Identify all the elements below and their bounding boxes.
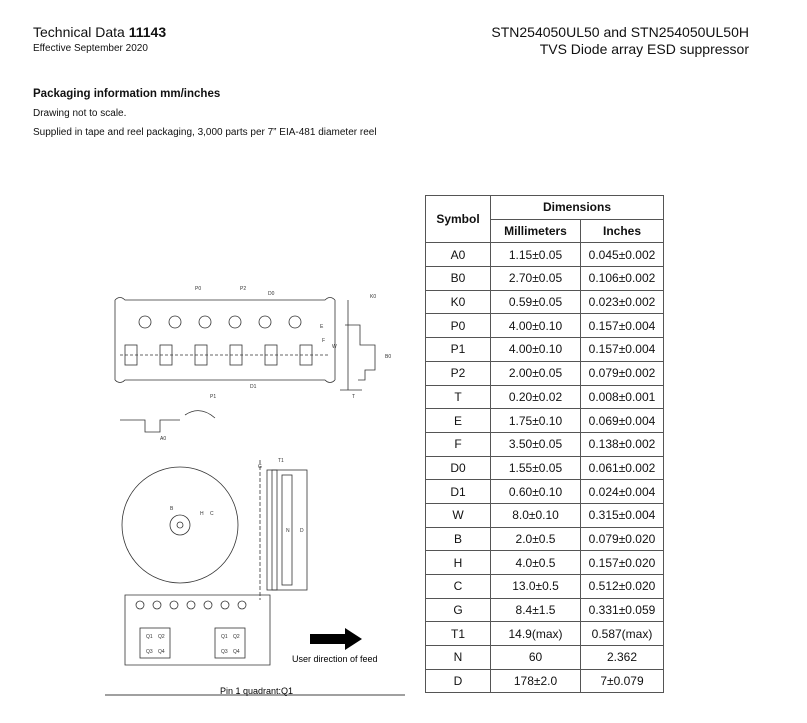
label-b0: B0 xyxy=(385,354,392,360)
table-cell-symbol: P2 xyxy=(426,361,491,385)
label-p0: P0 xyxy=(195,286,202,292)
table-row xyxy=(426,622,664,646)
table-cell-in: 0.024±0.004 xyxy=(581,480,664,504)
table-cell-in: 0.061±0.002 xyxy=(581,456,664,480)
table-row xyxy=(426,503,664,527)
table-cell-in: 0.315±0.004 xyxy=(581,503,664,527)
table-row xyxy=(426,314,664,338)
quadrant-q2-b: Q2 xyxy=(233,634,240,640)
table-cell-symbol: K0 xyxy=(426,290,491,314)
label-k0: K0 xyxy=(370,294,377,300)
table-cell-symbol: B xyxy=(426,527,491,551)
table-row xyxy=(426,290,664,314)
table-cell-mm: 1.55±0.05 xyxy=(491,456,581,480)
quadrant-q3: Q3 xyxy=(146,649,153,655)
table-cell-symbol: G xyxy=(426,598,491,622)
table-row xyxy=(426,361,664,385)
table-cell-mm: 0.59±0.05 xyxy=(491,290,581,314)
table-cell-mm: 0.20±0.02 xyxy=(491,385,581,409)
quadrant-q4: Q4 xyxy=(158,649,165,655)
label-n: N xyxy=(286,528,290,534)
label-a0: A0 xyxy=(160,436,167,442)
label-t1: T1 xyxy=(278,458,284,464)
feed-label: User direction of feed xyxy=(292,654,378,664)
table-cell-in: 0.008±0.001 xyxy=(581,385,664,409)
table-cell-in: 0.157±0.004 xyxy=(581,338,664,362)
quadrant-q3-b: Q3 xyxy=(221,649,228,655)
table-cell-mm: 2.00±0.05 xyxy=(491,361,581,385)
table-cell-mm: 8.0±0.10 xyxy=(491,503,581,527)
table-cell-in: 0.106±0.002 xyxy=(581,267,664,291)
table-cell-mm: 13.0±0.5 xyxy=(491,575,581,599)
effective-date: Effective September 2020 xyxy=(33,43,148,54)
table-cell-in: 0.157±0.004 xyxy=(581,314,664,338)
label-f: F xyxy=(322,338,326,344)
table-cell-mm: 4.00±0.10 xyxy=(491,338,581,362)
doc-number: 11143 xyxy=(128,24,167,40)
label-p2: P2 xyxy=(240,286,247,292)
quadrant-q4-b: Q4 xyxy=(233,649,240,655)
table-cell-in: 0.331±0.059 xyxy=(581,598,664,622)
in-header: Inches xyxy=(581,219,664,243)
table-cell-symbol: T1 xyxy=(426,622,491,646)
label-w: W xyxy=(332,344,337,350)
table-cell-mm: 1.15±0.05 xyxy=(491,243,581,267)
label-c: C xyxy=(210,511,214,517)
table-cell-symbol: F xyxy=(426,432,491,456)
table-cell-in: 0.587(max) xyxy=(581,622,664,646)
table-row xyxy=(426,338,664,362)
table-row xyxy=(426,575,664,599)
table-cell-in: 2.362 xyxy=(581,646,664,670)
quadrant-q1: Q1 xyxy=(146,634,153,640)
table-row xyxy=(426,385,664,409)
dimensions-header: Dimensions xyxy=(491,196,664,220)
table-cell-symbol: P1 xyxy=(426,338,491,362)
table-cell-symbol: D1 xyxy=(426,480,491,504)
table-cell-mm: 2.70±0.05 xyxy=(491,267,581,291)
pin-label: Pin 1 quadrant:Q1 xyxy=(220,686,294,696)
label-e: E xyxy=(320,324,324,330)
table-row xyxy=(426,669,664,693)
table-cell-mm: 60 xyxy=(491,646,581,670)
label-b: B xyxy=(170,506,174,512)
table-cell-symbol: W xyxy=(426,503,491,527)
table-cell-mm: 4.00±0.10 xyxy=(491,314,581,338)
feed-direction-arrow xyxy=(310,628,362,650)
table-cell-symbol: N xyxy=(426,646,491,670)
label-d0: D0 xyxy=(268,291,275,297)
label-d1: D1 xyxy=(250,384,257,390)
table-cell-symbol: C xyxy=(426,575,491,599)
table-cell-in: 0.023±0.002 xyxy=(581,290,664,314)
table-cell-symbol: D0 xyxy=(426,456,491,480)
scale-note: Drawing not to scale. xyxy=(33,108,127,119)
table-cell-mm: 4.0±0.5 xyxy=(491,551,581,575)
table-cell-symbol: P0 xyxy=(426,314,491,338)
table-row xyxy=(426,598,664,622)
label-h: H xyxy=(200,511,204,517)
table-row xyxy=(426,456,664,480)
table-row xyxy=(426,646,664,670)
table-cell-symbol: T xyxy=(426,385,491,409)
table-row xyxy=(426,409,664,433)
table-cell-mm: 178±2.0 xyxy=(491,669,581,693)
table-row xyxy=(426,551,664,575)
table-cell-in: 0.512±0.020 xyxy=(581,575,664,599)
table-row xyxy=(426,243,664,267)
table-cell-in: 0.079±0.002 xyxy=(581,361,664,385)
doc-title: Technical Data 11143 xyxy=(33,24,167,40)
table-cell-symbol: D xyxy=(426,669,491,693)
table-cell-mm: 0.60±0.10 xyxy=(491,480,581,504)
table-cell-mm: 8.4±1.5 xyxy=(491,598,581,622)
table-cell-in: 0.069±0.004 xyxy=(581,409,664,433)
table-cell-mm: 2.0±0.5 xyxy=(491,527,581,551)
header-left xyxy=(33,24,166,56)
product-description: TVS Diode array ESD suppressor xyxy=(539,41,749,57)
table-row xyxy=(426,527,664,551)
table-row xyxy=(426,480,664,504)
table-cell-mm: 3.50±0.05 xyxy=(491,432,581,456)
header-right xyxy=(491,24,749,58)
packaging-section xyxy=(33,87,377,140)
label-p1: P1 xyxy=(210,394,217,400)
table-row xyxy=(426,267,664,291)
symbol-header: Symbol xyxy=(426,196,491,243)
table-cell-mm: 14.9(max) xyxy=(491,622,581,646)
supply-note: Supplied in tape and reel packaging, 3,000 parts per 7” EIA-481 diameter reel xyxy=(33,127,377,138)
tape-reel-drawing xyxy=(100,270,420,710)
label-t: T xyxy=(352,394,356,400)
mm-header: Millimeters xyxy=(491,219,581,243)
table-cell-in: 0.138±0.002 xyxy=(581,432,664,456)
section-title: Packaging information mm/inches xyxy=(33,88,221,100)
table-cell-symbol: E xyxy=(426,409,491,433)
table-cell-symbol: H xyxy=(426,551,491,575)
table-cell-in: 0.045±0.002 xyxy=(581,243,664,267)
table-cell-in: 0.079±0.020 xyxy=(581,527,664,551)
table-cell-mm: 1.75±0.10 xyxy=(491,409,581,433)
table-cell-in: 0.157±0.020 xyxy=(581,551,664,575)
label-d: D xyxy=(300,528,304,534)
table-row xyxy=(426,432,664,456)
table-cell-symbol: B0 xyxy=(426,267,491,291)
quadrant-q1-b: Q1 xyxy=(221,634,228,640)
quadrant-q2: Q2 xyxy=(158,634,165,640)
table-cell-in: 7±0.079 xyxy=(581,669,664,693)
dimensions-table xyxy=(425,195,664,693)
table-cell-symbol: A0 xyxy=(426,243,491,267)
part-numbers: STN254050UL50 and STN254050UL50H xyxy=(491,24,749,40)
label-g: G xyxy=(258,464,262,470)
